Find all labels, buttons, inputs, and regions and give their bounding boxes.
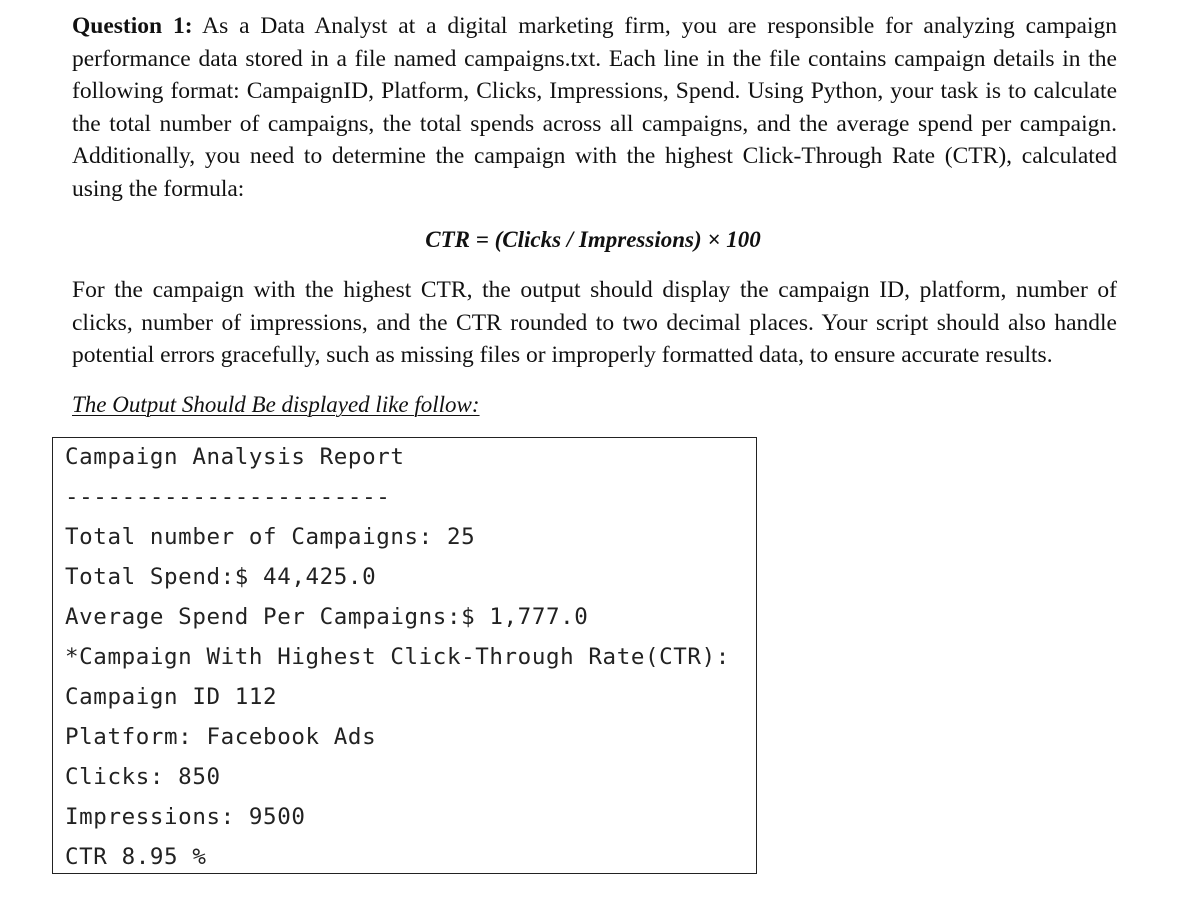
question-details-paragraph (72, 274, 1117, 372)
ctr-formula: CTR = (Clicks / Impressions) × 100 (425, 227, 761, 252)
question-intro-text: As a Data Analyst at a digital marketing firm, you are responsible for analyzing campaign performance data stored in a file named campaigns.txt. Each line in the file contains campaign details in the following format: CampaignID, Platform, Clicks, Impressions, Spend. Using Python, your task is to calculate the total number of campaigns, the total spends across all campaigns, and the average spend per campaign. Additionally, you need to determine the campaign with the highest Click-Through Rate (CTR), calculated using the formula: (72, 13, 1117, 202)
output-line-highest-ctr-heading: *Campaign With Highest Click-Through Rate(CTR): (65, 644, 730, 670)
sample-output-box (52, 437, 757, 874)
output-title: Campaign Analysis Report (65, 444, 405, 470)
question-details-text: For the campaign with the highest CTR, the output should display the campaign ID, platform, number of clicks, number of impressions, and the CTR rounded to two decimal places. Your script should also handle potential errors gracefully, such as missing files or improperly formatted data, to ensure accurate results. (72, 277, 1117, 368)
output-line-platform: Platform: Facebook Ads (65, 724, 377, 750)
output-separator: ----------------------- (65, 484, 391, 510)
output-line-ctr: CTR 8.95 % (65, 844, 207, 870)
output-line-impressions: Impressions: 9500 (65, 804, 306, 830)
output-line-total-spend: Total Spend:$ 44,425.0 (65, 564, 377, 590)
output-heading: The Output Should Be displayed like follow: (72, 392, 480, 417)
output-line-campaign-id: Campaign ID 112 (65, 684, 278, 710)
output-line-clicks: Clicks: 850 (65, 764, 221, 790)
output-line-average-spend: Average Spend Per Campaigns:$ 1,777.0 (65, 604, 589, 630)
output-line-total-campaigns: Total number of Campaigns: 25 (65, 524, 476, 550)
question-intro-paragraph (72, 10, 1117, 205)
question-label: Question 1: (72, 13, 193, 39)
